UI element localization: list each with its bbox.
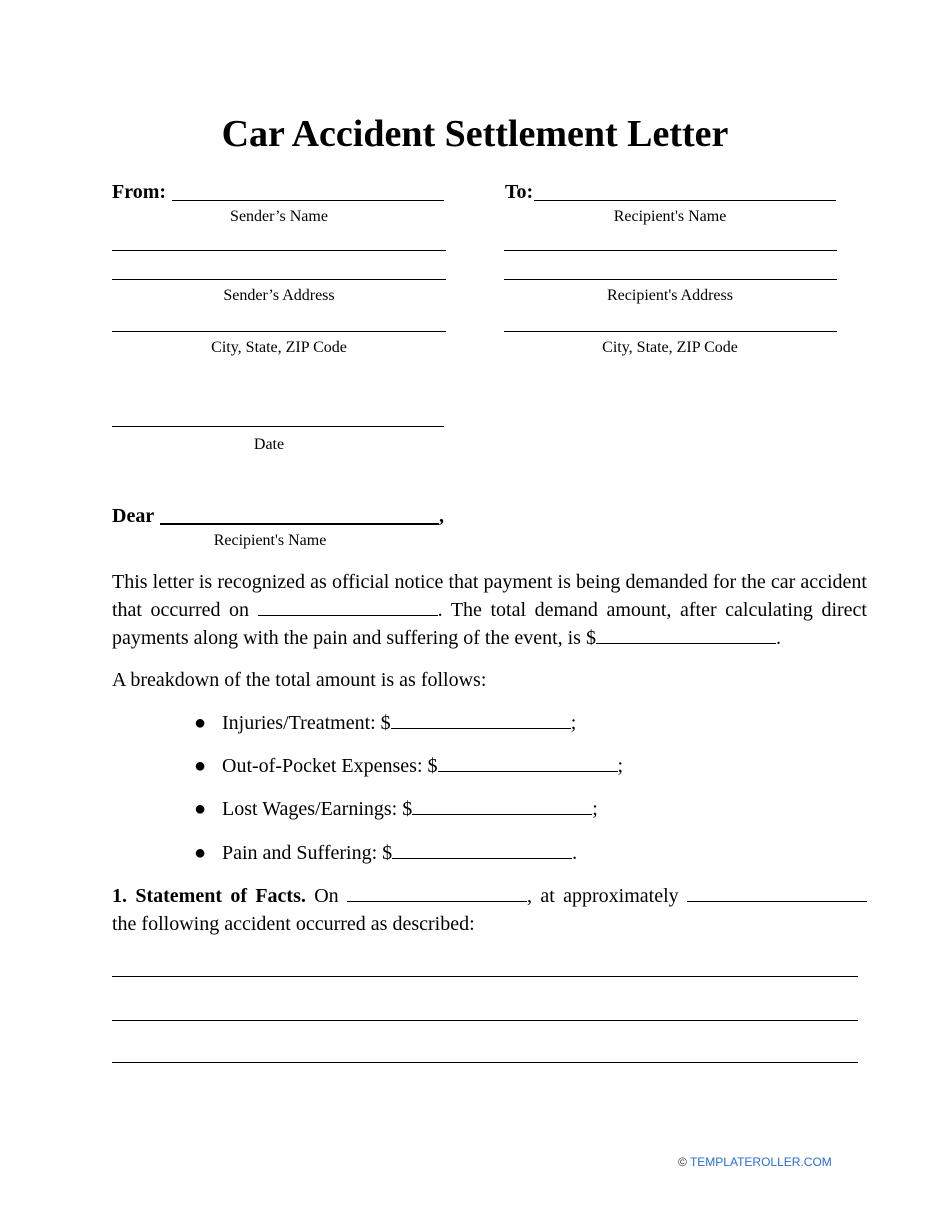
breakdown-label: Injuries/Treatment: $ xyxy=(222,712,391,734)
statement-text-1: On xyxy=(314,885,339,907)
salutation-name-field[interactable] xyxy=(160,523,439,525)
breakdown-end: ; xyxy=(617,755,624,777)
bullet-icon: ● xyxy=(194,842,207,864)
recipient-city-caption: City, State, ZIP Code xyxy=(602,339,738,356)
recipient-address-caption: Recipient's Address xyxy=(607,287,733,304)
salutation-label: Dear xyxy=(112,505,155,527)
sender-city-caption: City, State, ZIP Code xyxy=(211,339,347,356)
statement-paragraph xyxy=(112,882,867,938)
recipient-name-field[interactable] xyxy=(534,200,836,201)
recipient-address-line-1[interactable] xyxy=(504,250,837,251)
bullet-icon: ● xyxy=(194,712,207,734)
statement-text-3: the following accident occurred as described: xyxy=(112,913,475,935)
date-field[interactable] xyxy=(112,426,444,427)
document-title: Car Accident Settlement Letter xyxy=(221,113,729,155)
sender-city-field[interactable] xyxy=(112,331,446,332)
salutation-comma: , xyxy=(439,505,444,527)
recipient-address-line-2[interactable] xyxy=(504,279,837,280)
description-line-1[interactable] xyxy=(112,976,858,977)
wages-amount-field[interactable] xyxy=(412,796,592,815)
intro-text-3: . xyxy=(775,627,781,649)
footer-site-link[interactable]: TEMPLATEROLLER.COM xyxy=(689,1155,832,1169)
from-label: From: xyxy=(112,181,167,203)
description-line-2[interactable] xyxy=(112,1020,858,1021)
bullet-icon: ● xyxy=(194,755,207,777)
intro-paragraph xyxy=(112,568,867,652)
statement-time-field[interactable] xyxy=(687,883,867,902)
list-item xyxy=(194,796,598,822)
copyright-icon: © xyxy=(678,1155,687,1169)
breakdown-end: ; xyxy=(570,712,577,734)
breakdown-label: Pain and Suffering: $ xyxy=(222,842,393,864)
description-line-3[interactable] xyxy=(112,1062,858,1063)
breakdown-end: . xyxy=(572,842,578,864)
intro-text-2: . The total demand amount, after calculating direct payments along with the pain and suffering of the event, is $ xyxy=(112,599,867,649)
date-caption: Date xyxy=(253,436,285,453)
list-item xyxy=(194,710,576,736)
sender-name-caption: Sender’s Name xyxy=(230,208,328,225)
bullet-icon: ● xyxy=(194,798,207,820)
pain-amount-field[interactable] xyxy=(392,840,572,859)
sender-address-line-1[interactable] xyxy=(112,250,446,251)
breakdown-label: Out-of-Pocket Expenses: $ xyxy=(222,755,438,777)
breakdown-end: ; xyxy=(592,798,598,820)
accident-date-field[interactable] xyxy=(258,597,438,616)
statement-text-2: , at approximately xyxy=(527,885,679,907)
recipient-city-field[interactable] xyxy=(504,331,837,332)
expenses-amount-field[interactable] xyxy=(438,753,618,772)
breakdown-label: Lost Wages/Earnings: $ xyxy=(222,798,413,820)
recipient-name-caption: Recipient's Name xyxy=(613,208,727,225)
intro-text-1: This letter is recognized as official notice that payment is being demanded for the car accident that occurred on xyxy=(112,571,867,621)
salutation-caption: Recipient's Name xyxy=(213,532,327,549)
sender-name-field[interactable] xyxy=(172,200,444,201)
total-demand-field[interactable] xyxy=(596,625,776,644)
to-label: To: xyxy=(505,181,534,203)
statement-heading: 1. Statement of Facts. xyxy=(112,885,306,907)
breakdown-intro: A breakdown of the total amount is as follows: xyxy=(112,669,487,691)
statement-date-field[interactable] xyxy=(347,883,527,902)
list-item xyxy=(194,840,577,866)
injuries-amount-field[interactable] xyxy=(391,710,571,729)
list-item xyxy=(194,753,623,779)
sender-address-line-2[interactable] xyxy=(112,279,446,280)
footer xyxy=(678,1154,832,1170)
sender-address-caption: Sender’s Address xyxy=(223,287,335,304)
